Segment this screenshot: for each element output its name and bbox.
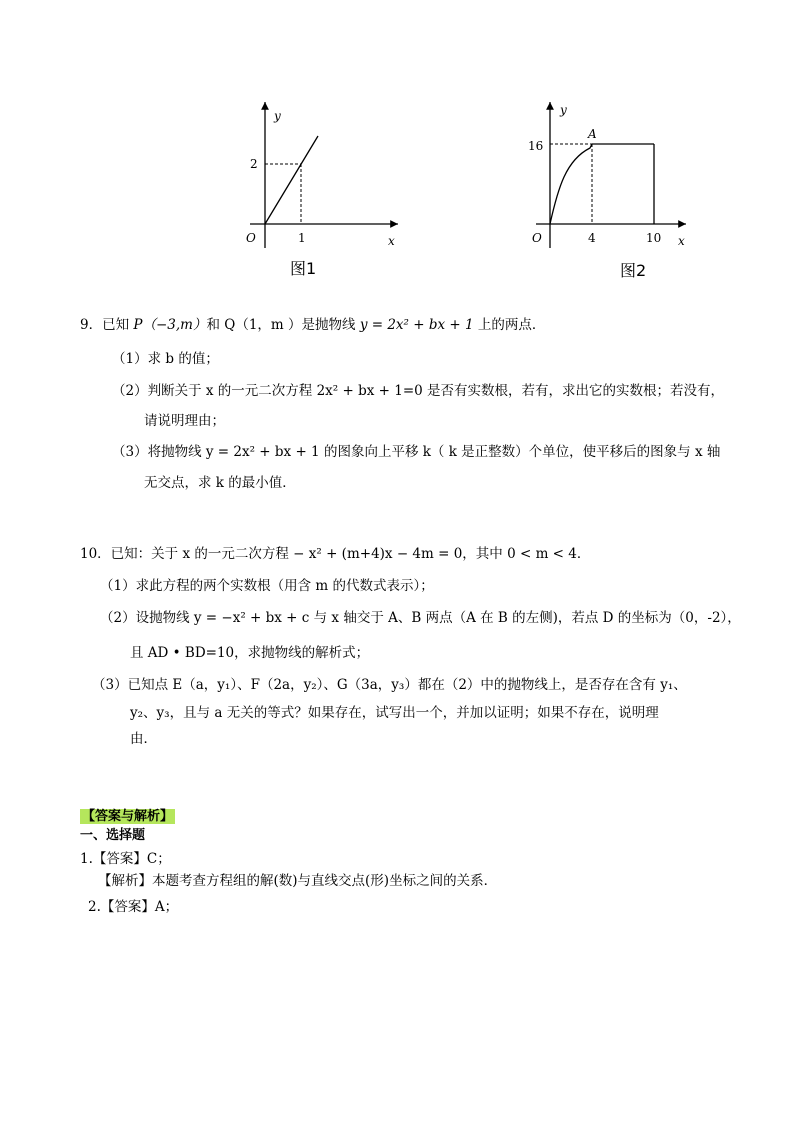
q9-stem	[80, 315, 545, 335]
q10-stem: 10．已知：关于 x 的一元二次方程 − x² + (m+4)x − 4m = 0，其中 0 < m < 4．	[80, 546, 591, 562]
origin-label: O	[532, 231, 542, 245]
tick-y-label: 16	[528, 139, 544, 153]
q10-part-2b: 且 AD • BD=10，求抛物线的解析式；	[130, 645, 370, 661]
q9-part-3b: 无交点，求 k 的最小值．	[144, 475, 296, 491]
q9-point-p: P（−3,m）	[133, 317, 207, 333]
y-axis-label: y	[274, 109, 281, 123]
graph-line	[265, 136, 318, 224]
origin-label: O	[246, 231, 256, 245]
figure-2	[518, 98, 698, 280]
point-a-label: A	[588, 127, 597, 141]
tick-x-label: 1	[298, 231, 306, 245]
tick-x2-label: 10	[646, 231, 662, 245]
q9-part-3a: （3）将抛物线 y = 2x² + bx + 1 的图象向上平移 k（ k 是正整数）个单位，使平移后的图象与 x 轴	[112, 444, 721, 460]
q9-part-2b: 请说明理由；	[144, 413, 225, 429]
answers-heading	[80, 806, 175, 827]
answer-1-explanation: 【解析】本题考查方程组的解(数)与直线交点(形)坐标之间的关系．	[98, 873, 498, 889]
q9-part-2a: （2）判断关于 x 的一元二次方程 2x² + bx + 1=0 是否有实数根，若有，求出它的实数根；若没有，	[112, 383, 725, 399]
q10-part-1: （1）求此方程的两个实数根（用含 m 的代数式表示）；	[100, 578, 434, 594]
q10-part-3c: 由．	[130, 731, 157, 747]
q9-part-1: （1）求 b 的值；	[112, 351, 219, 367]
answer-1: 1.【答案】C；	[80, 851, 171, 867]
graph-curve	[550, 144, 592, 224]
answer-2: 2.【答案】A；	[88, 899, 179, 915]
x-axis-label: x	[678, 234, 685, 248]
q9-stem-c: 上的两点．	[473, 317, 546, 333]
q10-part-3b: y₂、y₃，且与 a 无关的等式？如果存在，试写出一个，并加以证明；如果不存在，说明理	[130, 705, 659, 721]
figure-1	[228, 98, 408, 278]
figure-1-caption: 图1	[290, 259, 317, 278]
q9-stem-a: 已知	[102, 317, 134, 333]
answers-heading-text: 【答案与解析】	[82, 809, 174, 824]
q10-part-2a: （2）设抛物线 y = −x² + bx + c 与 x 轴交于 A、B 两点（A 在 B 的左侧)，若点 D 的坐标为（0，-2），	[100, 610, 741, 626]
tick-x1-label: 4	[588, 231, 596, 245]
figure-2-caption: 图2	[620, 261, 647, 280]
x-axis-label: x	[388, 234, 395, 248]
q9-equation: y = 2x² + bx + 1	[359, 317, 474, 333]
tick-y-label: 2	[250, 157, 258, 171]
q9-number: 9．	[80, 317, 103, 333]
answers-section-title: 一、选择题	[80, 828, 146, 843]
figure-1-graph	[228, 98, 408, 258]
q9-stem-b: 和 Q（1，m ）是抛物线	[206, 317, 360, 333]
figure-2-graph	[518, 98, 698, 258]
y-axis-label: y	[560, 103, 567, 117]
q10-part-3a: （3）已知点 E（a，y₁）、F（2a，y₂）、G（3a，y₃）都在（2）中的抛物线上，是否存在含有 y₁、	[92, 677, 687, 693]
